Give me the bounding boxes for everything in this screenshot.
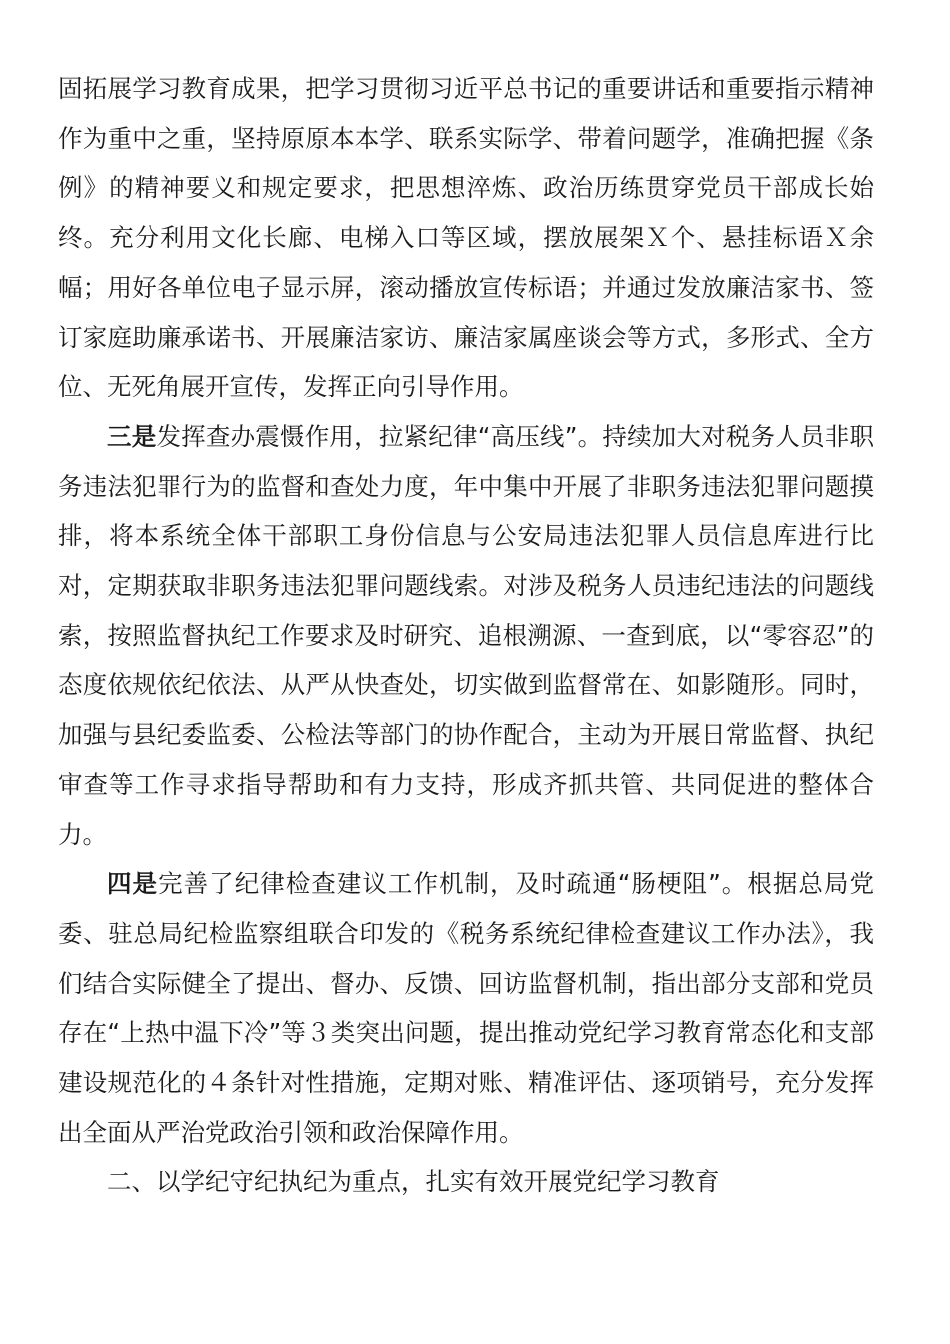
section-heading-two [58,1157,874,1207]
paragraph-point-three [58,412,874,859]
paragraph-text: 完善了纪律检查建议工作机制，及时疏通“肠梗阻”。根据总局党委、驻总局纪检监察组联合印发的《税务系统纪律检查建议工作办法》，我们结合实际健全了提出、督办、反馈、回访监督机制，指出部分支部和党员存在“上热中温下冷”等３类突出问题，提出推动党纪学习教育常态化和支部建设规范化的４条针对性措施，定期对账、精准评估、逐项销号，充分发挥出全面从严治党政治引领和政治保障作用。 [58,869,874,1147]
section-heading-text: 二、以学纪守纪执纪为重点，扎实有效开展党纪学习教育 [107,1167,720,1197]
paragraph-lead: 三是 [107,421,157,451]
paragraph-text: 发挥查办震慑作用，拉紧纪律“高压线”。持续加大对税务人员非职务违法犯罪行为的监督和查处力度，年中集中开展了非职务违法犯罪问题摸排，将本系统全体干部职工身份信息与公安局违法犯罪人员信息库进行比对，定期获取非职务违法犯罪问题线索。对涉及税务人员违纪违法的问题线索，按照监督执纪工作要求及时研究、追根溯源、一查到底，以“零容忍”的态度依规依纪依法、从严从快查处，切实做到监督常在、如影随形。同时，加强与县纪委监委、公检法等部门的协作配合，主动为开展日常监督、执纪审查等工作寻求指导帮助和有力支持，形成齐抓共管、共同促进的整体合力。 [58,421,875,849]
document-page [58,64,874,1207]
paragraph-point-four [58,859,874,1157]
paragraph-continuation [58,64,874,412]
paragraph-text: 固拓展学习教育成果，把学习贯彻习近平总书记的重要讲话和重要指示精神作为重中之重，坚持原原本本学、联系实际学、带着问题学，准确把握《条例》的精神要义和规定要求，把思想淬炼、政治历练贯穿党员干部成长始终。充分利用文化长廊、电梯入口等区域，摆放展架Ｘ个、悬挂标语Ｘ余幅；用好各单位电子显示屏，滚动播放宣传标语；并通过发放廉洁家书、签订家庭助廉承诺书、开展廉洁家访、廉洁家属座谈会等方式，多形式、全方位、无死角展开宣传，发挥正向引导作用。 [58,74,874,402]
paragraph-lead: 四是 [107,869,159,899]
